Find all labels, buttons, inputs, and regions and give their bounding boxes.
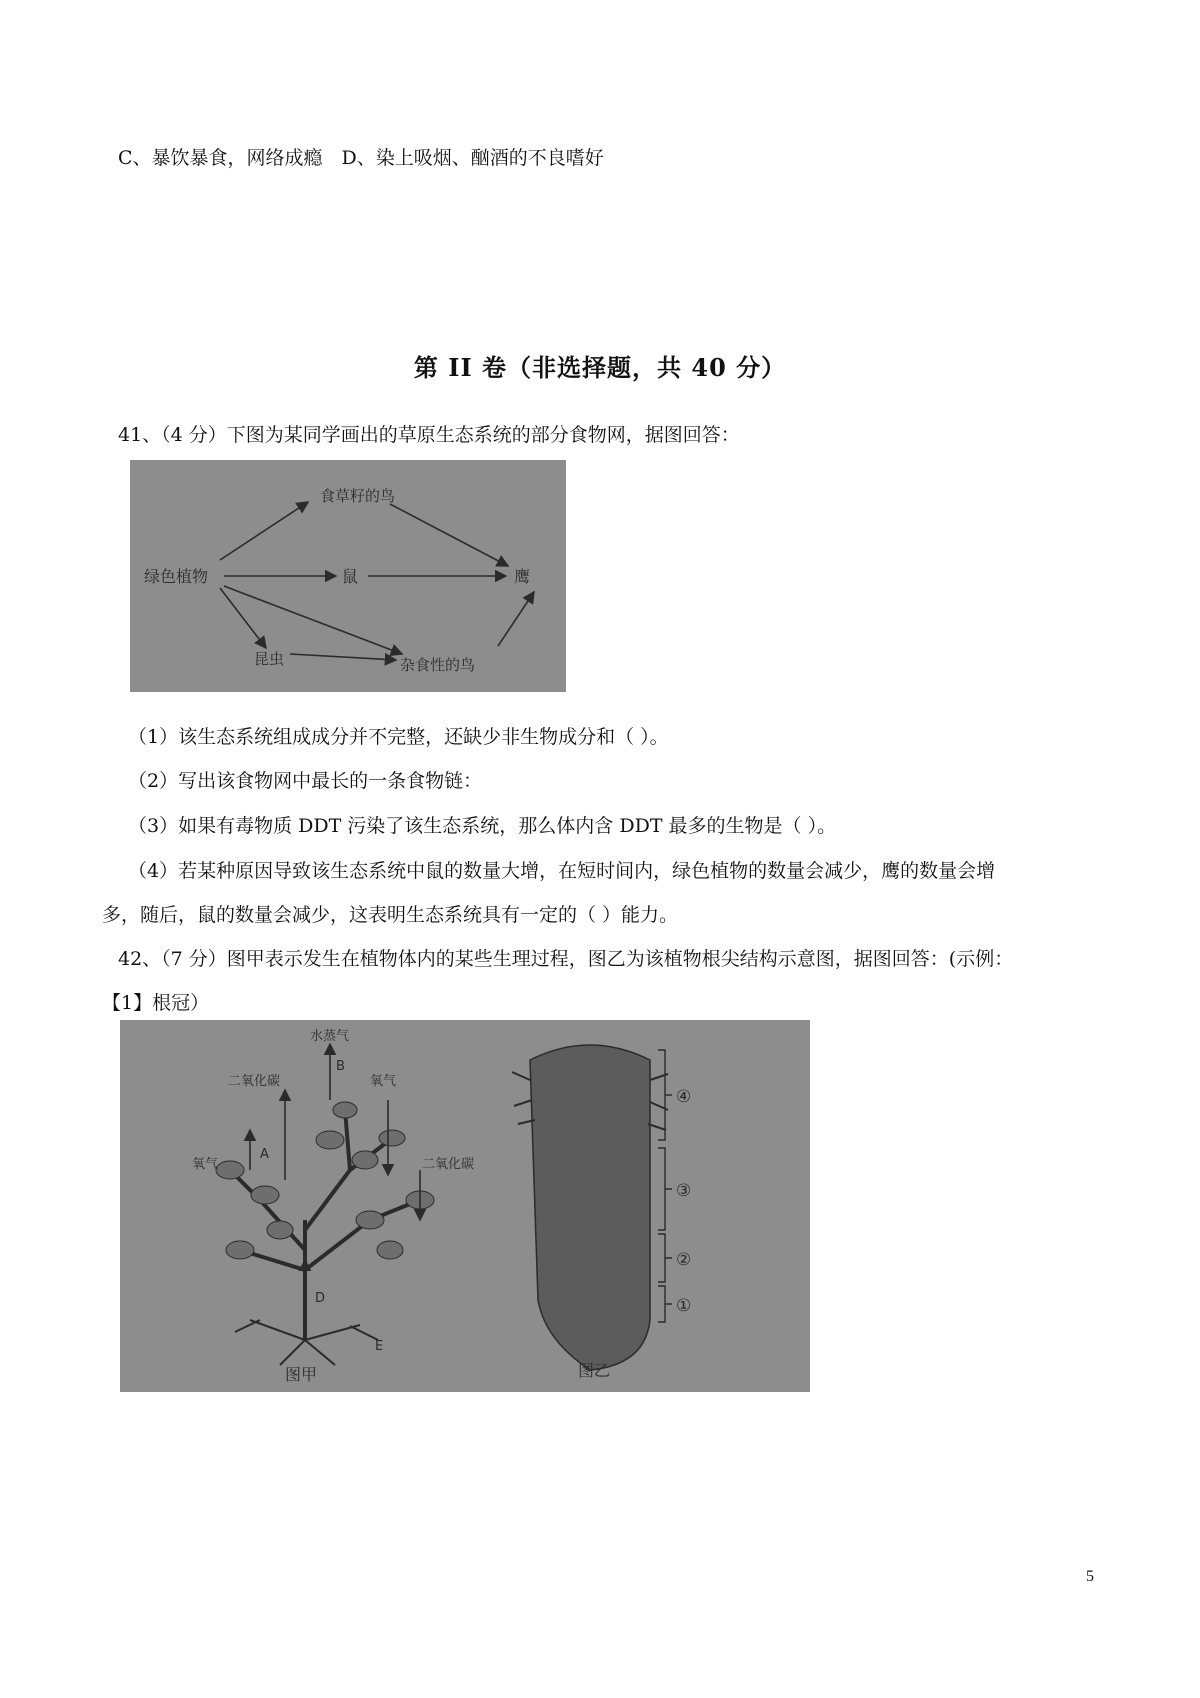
choice-options-c-d: C、暴饮暴食，网络成瘾 D、染上吸烟、酗酒的不良嗜好 [118, 147, 604, 169]
label-d: D [315, 1291, 326, 1306]
label-water-vapor: 水蒸气 [310, 1029, 350, 1044]
node-mouse: 鼠 [342, 567, 359, 586]
root-tip-drawing [530, 1045, 650, 1370]
arrow-omni-bird-to-hawk [498, 592, 534, 646]
food-web-diagram [130, 460, 566, 692]
question-41-part-4-line-1: （4）若某种原因导致该生态系统中鼠的数量大增，在短时间内，绿色植物的数量会减少，鹰的数量会增 [128, 860, 996, 882]
section-title: 第 II 卷（非选择题，共 40 分） [413, 353, 787, 382]
label-zone-2: ② [676, 1250, 692, 1270]
arrow-insect-to-omni-bird [290, 654, 396, 660]
label-zone-3: ③ [676, 1181, 692, 1201]
label-fig-yi: 图乙 [578, 1361, 611, 1380]
question-42-stem-line-2: 【1】根冠） [102, 992, 210, 1014]
arrow-plant-to-omni-bird [224, 586, 402, 654]
label-zone-4: ④ [676, 1087, 692, 1107]
question-42-stem-line-1: 42、（7 分）图甲表示发生在植物体内的某些生理过程，图乙为该植物根尖结构示意图，据图回答：(示例： [118, 948, 1014, 970]
node-hawk: 鹰 [514, 567, 531, 586]
label-co2-right: 二氧化碳 [422, 1157, 475, 1172]
arrow-seed-bird-to-hawk [390, 504, 508, 566]
question-41-part-1: （1）该生态系统组成成分并不完整，还缺少非生物成分和（ ）。 [128, 726, 669, 748]
node-green-plant: 绿色植物 [144, 567, 209, 586]
node-seed-bird: 食草籽的鸟 [320, 487, 396, 505]
label-e: E [375, 1339, 384, 1354]
label-zone-1: ① [676, 1296, 692, 1316]
plant-root-figure [120, 1020, 810, 1392]
label-oxygen-right: 氧气 [370, 1074, 397, 1089]
page-number: 5 [1086, 1568, 1094, 1585]
question-41-part-3: （3）如果有毒物质 DDT 污染了该生态系统，那么体内含 DDT 最多的生物是（ ）。 [128, 815, 837, 837]
node-insect: 昆虫 [254, 650, 285, 668]
question-41-part-4-line-2: 多，随后，鼠的数量会减少，这表明生态系统具有一定的（ ）能力。 [102, 904, 679, 926]
arrow-plant-to-insect [220, 588, 266, 648]
arrow-plant-to-seed-bird [220, 502, 308, 560]
label-b: B [336, 1059, 345, 1074]
plant-drawing [216, 1102, 434, 1365]
label-oxygen-left: 氧气 [192, 1157, 219, 1172]
node-omnivorous-bird: 杂食性的鸟 [400, 656, 476, 674]
plant-physiology-diagram [120, 1020, 810, 1392]
question-41-stem: 41、（4 分）下图为某同学画出的草原生态系统的部分食物网，据图回答： [118, 424, 740, 446]
label-a: A [260, 1147, 269, 1162]
label-co2-left: 二氧化碳 [228, 1074, 281, 1089]
question-41-part-2: （2）写出该食物网中最长的一条食物链： [128, 770, 483, 792]
food-web-figure [130, 460, 566, 692]
zone-brackets [658, 1050, 672, 1322]
label-fig-jia: 图甲 [285, 1365, 318, 1384]
